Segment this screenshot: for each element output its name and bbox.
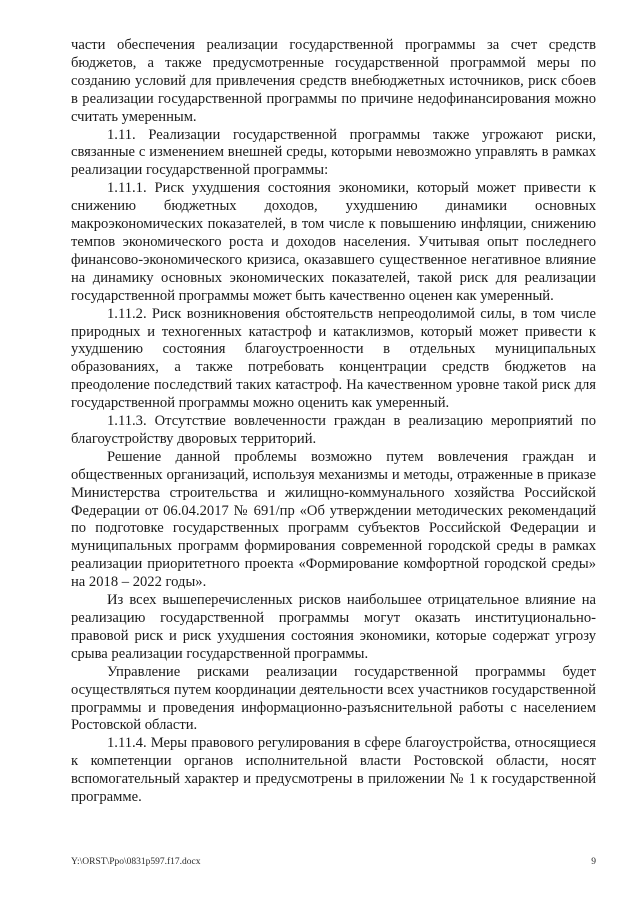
page-footer — [71, 855, 596, 869]
paragraph-legal-regulation: 1.11.4. Меры правового регулирования в сфере благоустройства, относящиеся к компетенции органов исполнительной власти Ростовской области, носят вспомогательный характер и предусмотрены в приложении № 1 к государственной программе. — [71, 735, 596, 806]
paragraph-solution: Решение данной проблемы возможно путем вовлечения граждан и общественных организаций, используя механизмы и методы, отраженные в приказе Министерства строительства и жилищно-коммунального хозяйства Российской Федерации от 06.04.2017 № 691/пр «Об утверждении методических рекомендаций по подготовке государственных программ субъектов Российской Федерации и муниципальных программ формирования современной городской среды в рамках реализации приоритетного проекта «Формирование комфортной городской среды» на 2018 – 2022 годы». — [71, 448, 596, 591]
paragraph-funding-risk-continued: части обеспечения реализации государственной программы за счет средств бюджетов, а также предусмотренные государственной программой меры по созданию условий для привлечения средств внебюджетных источников, риск сбоев в реализации государственной программы по причине недофинансирования можно считать умеренным. — [71, 37, 596, 125]
paragraph-citizen-engagement-risk: 1.11.3. Отсутствие вовлеченности граждан в реализацию мероприятий по благоустройству дворовых территорий. — [71, 413, 596, 447]
paragraph-external-risks-intro: 1.11. Реализации государственной программы также угрожают риски, связанные с изменением внешней среды, которыми невозможно управлять в рамках реализации государственной программы: — [71, 126, 596, 179]
page-number: 9 — [591, 857, 596, 867]
paragraph-main-risks: Из всех вышеперечисленных рисков наибольшее отрицательное влияние на реализацию государственной программы могут оказать институционально-правовой риск и риск ухудшения состояния экономики, которые содержат угрозу срыва реализации государственной программы. — [71, 592, 596, 662]
paragraph-risk-management: Управление рисками реализации государственной программы будет осуществляться путем координации деятельности всех участников государственной программы и проведения информационно-разъяснительной работы с населением Ростовской области. — [71, 663, 596, 734]
file-path: Y:\ORST\Ppo\0831p597.f17.docx — [71, 857, 201, 867]
document-body — [71, 37, 596, 807]
paragraph-economic-risk: 1.11.1. Риск ухудшения состояния экономики, который может привести к снижению бюджетных доходов, ухудшению динамики основных макроэкономических показателей, в том числе к повышению инфляции, снижению темпов экономического роста и доходов населения. Учитывая опыт последнего финансово-экономического кризиса, оказавшего существенное негативное влияние на динамику основных экономических показателей, такой риск для реализации государственной программы может быть качественно оценен как умеренный. — [71, 180, 596, 304]
paragraph-force-majeure-risk: 1.11.2. Риск возникновения обстоятельств непреодолимой силы, в том числе природных и техногенных катастроф и катаклизмов, который может привести к ухудшению состояния благоустроенности в отдельных муниципальных образованиях, а также потребовать концентрации средств бюджетов на преодоление последствий таких катастроф. На качественном уровне такой риск для государственной программы можно оценить как умеренный. — [71, 305, 596, 412]
